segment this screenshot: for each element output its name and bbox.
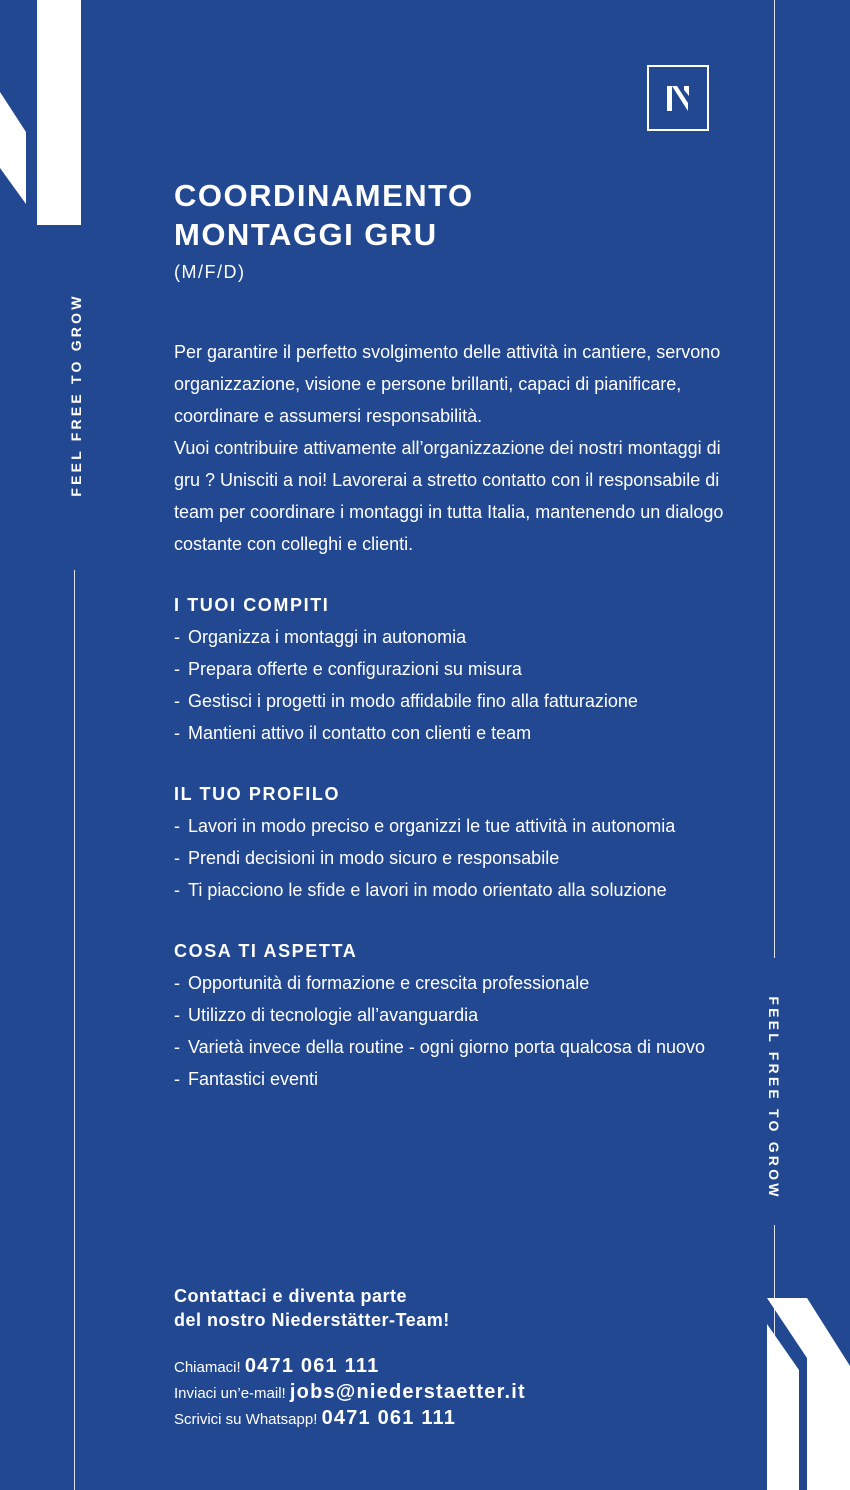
divider-line-left: [74, 570, 75, 1490]
contact-label: Chiamaci!: [174, 1359, 241, 1376]
list-item: - Utilizzo di tecnologie all’avanguardia: [174, 999, 734, 1031]
list-item: - Lavori in modo preciso e organizzi le tue attività in autonomia: [174, 810, 734, 842]
whatsapp-link[interactable]: 0471 061 111: [321, 1407, 457, 1429]
tagline-vertical-left: FEEL FREE TO GROW: [68, 293, 84, 497]
contact-email: [174, 1380, 734, 1406]
list-item: - Prepara offerte e configurazioni su misura: [174, 653, 734, 685]
contact-label: Scrivici su Whatsapp!: [174, 1411, 318, 1428]
logo-wedge-right: [767, 1298, 850, 1490]
contact-label: Inviaci un’e-mail!: [174, 1385, 286, 1402]
list-item: - Varietà invece della routine - ogni giorno porta qualcosa di nuovo: [174, 1031, 734, 1063]
section-benefits: [174, 935, 734, 1095]
main-content: [174, 176, 734, 1095]
contact-list: [174, 1354, 734, 1432]
list-item: - Organizza i montaggi in autonomia: [174, 621, 734, 653]
divider-line-right-top: [774, 0, 775, 958]
contact-heading-line2: del nostro Niederstätter-Team!: [174, 1310, 450, 1330]
intro-paragraph: Vuoi contribuire attivamente all’organizzazione dei nostri montaggi di gru ? Unisciti a noi! Lavorerai a stretto contatto con il responsabile di team per coordinare i montaggi in tutta Italia, mantenendo un dialogo costante con colleghi e clienti.: [174, 438, 724, 554]
job-title-line1: COORDINAMENTO: [174, 178, 474, 213]
tagline-vertical-right: FEEL FREE TO GROW: [766, 996, 782, 1200]
job-title-line2: MONTAGGI GRU: [174, 217, 438, 252]
logo-wedge-left: [0, 92, 26, 204]
intro-text: [174, 336, 734, 560]
email-link[interactable]: jobs@niederstaetter.it: [289, 1381, 526, 1403]
section-tasks: [174, 589, 734, 749]
phone-link[interactable]: 0471 061 111: [244, 1355, 380, 1377]
contact-whatsapp: [174, 1406, 734, 1432]
logo-n-icon: [666, 84, 692, 112]
list-item: - Opportunità di formazione e crescita professionale: [174, 967, 734, 999]
contact-section: [174, 1284, 734, 1432]
intro-paragraph: Per garantire il perfetto svolgimento delle attività in cantiere, servono organizzazione, visione e persone brillanti, capaci di pianificare, coordinare e assumersi responsabilità.: [174, 342, 721, 426]
gender-note: (M/F/D): [174, 262, 246, 282]
list-item: - Prendi decisioni in modo sicuro e responsabile: [174, 842, 734, 874]
bullet-list: [174, 967, 734, 1095]
bullet-list: [174, 810, 734, 906]
list-item: - Gestisci i progetti in modo affidabile fino alla fatturazione: [174, 685, 734, 717]
decorative-bar-left: [37, 0, 81, 225]
list-item: - Ti piacciono le sfide e lavori in modo orientato alla soluzione: [174, 874, 734, 906]
brand-logo: [647, 65, 709, 131]
section-heading: IL TUO PROFILO: [174, 784, 341, 804]
section-profile: [174, 778, 734, 906]
bullet-list: [174, 621, 734, 749]
contact-heading: [174, 1284, 734, 1332]
section-heading: I TUOI COMPITI: [174, 595, 330, 615]
contact-heading-line1: Contattaci e diventa parte: [174, 1286, 408, 1306]
section-heading: COSA TI ASPETTA: [174, 941, 358, 961]
list-item: - Fantastici eventi: [174, 1063, 734, 1095]
contact-phone: [174, 1354, 734, 1380]
list-item: - Mantieni attivo il contatto con clienti e team: [174, 717, 734, 749]
job-title: [174, 176, 734, 254]
